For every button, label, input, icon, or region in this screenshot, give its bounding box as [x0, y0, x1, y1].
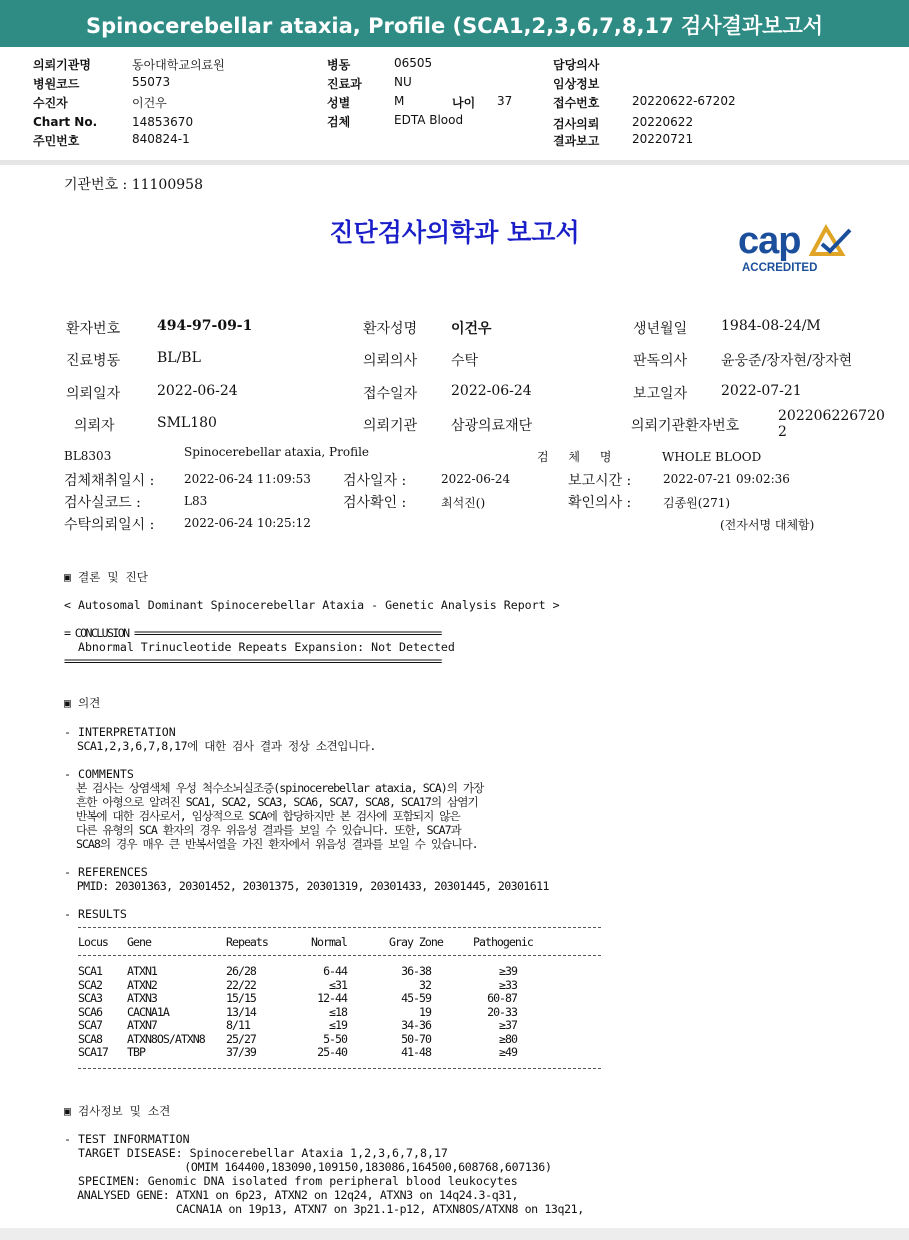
column-header: Pathogenic	[473, 935, 533, 949]
table-cell: 36-38	[401, 964, 431, 978]
comment-line: 반복에 대한 검사로서, 임상적으로 SCA에 합당하지만 본 검사에 포함되지 않은	[64, 809, 460, 823]
comment-line: 다른 유형의 SCA 환자의 경우 위음성 결과를 보일 수 있습니다. 또한, SCA7과	[64, 823, 461, 837]
info-line: ANALYSED GENE: ATXN1 on 6p23, ATXN2 on 12q24, ATXN3 on 14q24.3-q31,	[64, 1188, 519, 1202]
info-line: SPECIMEN: Genomic DNA isolated from peripheral blood leukocytes	[64, 1174, 518, 1188]
table-cell: SCA8	[78, 1031, 102, 1046]
table-rule	[78, 1068, 601, 1069]
table-cell: ≤19	[329, 1018, 347, 1032]
column-header: Locus	[78, 935, 108, 949]
section-title: ▣ 검사정보 및 소견	[64, 1104, 171, 1118]
table-cell: ATXN2	[127, 977, 157, 992]
table-cell: 20-33	[487, 1004, 517, 1019]
table-cell: SCA7	[78, 1018, 102, 1032]
info-line: CACNA1A on 19p13, ATXN7 on 3p21.1-p12, ATXN8OS/ATXN8 on 13q21,	[64, 1202, 584, 1216]
cap-logo-sub: ACCREDITED	[742, 262, 818, 274]
hdr-value: 20220622-67202	[632, 94, 736, 108]
hdr-value: 이건우	[132, 96, 167, 110]
info-line: (OMIM 164400,183090,109150,183086,164500,608768,607136)	[64, 1160, 552, 1174]
table-cell: ATXN3	[127, 991, 157, 1005]
field-value: 2022-06-24	[441, 472, 511, 486]
column-header: Gray Zone	[389, 935, 443, 949]
table-cell: 13/14	[226, 1004, 256, 1019]
field-value: 삼광의료재단	[451, 418, 533, 434]
org-number: 기관번호 : 11100958	[64, 177, 203, 193]
field-label: 의뢰의사	[363, 353, 418, 369]
field-label: 환자번호	[66, 321, 121, 337]
hdr-value: 37	[497, 94, 513, 108]
table-cell: 50-70	[401, 1031, 431, 1046]
table-cell: ≥33	[499, 977, 517, 992]
birth-date: 1984-08-24/M	[721, 318, 821, 334]
field-label: 환자성명	[363, 321, 418, 337]
column-header: Normal	[311, 935, 347, 949]
cap-emblem-icon	[808, 224, 852, 258]
info-line: - TEST INFORMATION	[64, 1132, 190, 1146]
title-banner	[0, 0, 909, 47]
hdr-value: 14853670	[132, 115, 194, 129]
section-title: ▣ 의견	[64, 696, 101, 710]
table-cell: SCA3	[78, 991, 102, 1005]
table-cell: TBP	[127, 1045, 145, 1059]
subheading: - REFERENCES	[64, 865, 148, 879]
page-bottom	[0, 1228, 909, 1240]
field-value: BL/BL	[157, 350, 201, 366]
hdr-label: 검체	[327, 115, 351, 129]
field-value: 2	[778, 424, 787, 440]
hdr-label: Chart No.	[33, 115, 98, 129]
table-cell: SCA2	[78, 977, 102, 992]
field-label: 판독의사	[633, 353, 688, 369]
header-info	[0, 52, 909, 152]
table-cell: 41-48	[401, 1045, 431, 1059]
field-label: 확인의사 :	[568, 495, 632, 511]
esign-note: (전자서명 대체함)	[720, 518, 815, 532]
table-cell: ATXN7	[127, 1018, 157, 1032]
field-label: 접수일자	[363, 386, 418, 402]
table-cell: 8/11	[226, 1018, 250, 1032]
hdr-value: EDTA Blood	[394, 113, 464, 127]
field-label: 생년월일	[633, 321, 688, 337]
table-cell: 25-40	[317, 1045, 347, 1059]
cap-logo	[736, 220, 856, 280]
hdr-value: 20220721	[632, 132, 694, 146]
table-cell: 19	[419, 1004, 431, 1019]
field-label: 의뢰일자	[66, 386, 121, 402]
field-value: 2022-06-24	[451, 383, 532, 399]
table-cell: ATXN8OS/ATXN8	[127, 1031, 205, 1046]
hdr-label: 담당의사	[553, 58, 600, 72]
hdr-label: 의뢰기관명	[33, 58, 91, 72]
info-line: TARGET DISEASE: Spinocerebellar Ataxia 1,2,3,6,7,8,17	[64, 1146, 448, 1160]
field-value: 2022-07-21	[721, 383, 802, 399]
section-title: ▣ 결론 및 진단	[64, 570, 148, 584]
patient-id: 494-97-09-1	[157, 318, 253, 334]
document-title: 진단검사의학과 보고서	[329, 218, 580, 247]
table-cell: 34-36	[401, 1018, 431, 1032]
field-label: 의뢰기관환자번호	[631, 418, 740, 434]
interpretation: SCA1,2,3,6,7,8,17에 대한 검사 결과 정상 소견입니다.	[64, 739, 376, 753]
references: PMID: 20301363, 20301452, 20301375, 20301319, 20301433, 20301445, 20301611	[64, 879, 549, 893]
hdr-label: 주민번호	[33, 134, 80, 148]
table-cell: ≤31	[329, 977, 347, 992]
separator: ======================================================================	[64, 654, 441, 668]
table-cell: 26/28	[226, 964, 256, 978]
table-cell: 12-44	[317, 991, 347, 1005]
conclusion-line: = CONCLUSION =========================================================	[64, 626, 441, 640]
table-cell: SCA17	[78, 1045, 108, 1059]
field-label: 검체채취일시 :	[64, 473, 155, 489]
column-header: Gene	[127, 935, 151, 949]
hdr-value: 20220622	[632, 115, 694, 129]
field-value: 윤웅준/장자현/장자현	[721, 353, 853, 369]
table-cell: ≥49	[499, 1045, 517, 1059]
subheading: - RESULTS	[64, 907, 127, 921]
specimen: WHOLE BLOOD	[662, 450, 762, 464]
table-cell: 45-59	[401, 991, 431, 1005]
hdr-value: 06505	[394, 56, 433, 70]
field-value: 최석진()	[441, 496, 486, 510]
field-value: 2022-06-24 10:25:12	[184, 516, 311, 530]
field-label: 의뢰기관	[363, 418, 418, 434]
table-cell: CACNA1A	[127, 1004, 169, 1019]
banner-title: Spinocerebellar ataxia, Profile (SCA1,2,3,6,7,8,17 검사결과보고서	[85, 14, 824, 38]
subheading: - INTERPRETATION	[64, 725, 176, 739]
table-cell: ≤18	[329, 1004, 347, 1019]
table-cell: ATXN1	[127, 964, 157, 978]
field-value: 김종원(271)	[663, 496, 731, 510]
patient-name: 이건우	[451, 321, 492, 337]
field-label: 검사확인 :	[343, 495, 407, 511]
test-name: Spinocerebellar ataxia, Profile	[184, 445, 370, 459]
table-rule	[78, 955, 601, 956]
field-value: L83	[184, 494, 208, 508]
field-value: 2022-07-21 09:02:36	[663, 472, 790, 486]
hdr-label: 접수번호	[553, 96, 600, 110]
field-label: 보고일자	[633, 386, 688, 402]
field-label: 의뢰자	[74, 418, 115, 434]
table-cell: 60-87	[487, 991, 517, 1005]
conclusion-text: Abnormal Trinucleotide Repeats Expansion: Not Detected	[64, 640, 455, 654]
field-label: 검사실코드 :	[64, 495, 141, 511]
table-rule	[78, 927, 601, 928]
field-value: 2022-06-24 11:09:53	[184, 472, 311, 486]
field-value: 2022-06-24	[157, 383, 238, 399]
table-cell: ≥37	[499, 1018, 517, 1032]
table-cell: 25/27	[226, 1031, 256, 1046]
hdr-value: 840824-1	[132, 132, 190, 146]
field-label: 진료병동	[66, 353, 121, 369]
field-value: 수탁	[451, 353, 479, 369]
hdr-value: 55073	[132, 75, 171, 89]
field-label: 수탁의뢰일시 :	[64, 517, 155, 533]
hdr-label: 검사의뢰	[553, 117, 600, 131]
comment-line: 본 검사는 상염색체 우성 척수소뇌실조증(spinocerebellar ataxia, SCA)의 가장	[64, 781, 484, 795]
hdr-value: NU	[394, 75, 412, 89]
table-cell: SCA1	[78, 964, 102, 978]
hdr-label: 병원코드	[33, 77, 80, 91]
field-label: 검 체 명	[537, 450, 620, 464]
table-cell: ≥80	[499, 1031, 517, 1046]
hdr-label: 성별	[327, 96, 351, 110]
table-cell: 32	[419, 977, 431, 992]
report-title: < Autosomal Dominant Spinocerebellar Ataxia - Genetic Analysis Report >	[64, 598, 560, 612]
table-cell: 6-44	[323, 964, 347, 978]
comment-line: SCA8의 경우 매우 큰 반복서열을 가진 환자에서 위음성 결과를 보일 수 있습니다.	[64, 837, 478, 851]
column-header: Repeats	[226, 935, 268, 949]
divider	[0, 160, 909, 165]
field-label: 검사일자 :	[343, 473, 407, 489]
hdr-label: 병동	[327, 58, 351, 72]
hdr-label: 수진자	[33, 96, 68, 110]
cap-logo-text: cap	[738, 220, 801, 262]
subheading: - COMMENTS	[64, 767, 134, 781]
hdr-value: M	[394, 94, 405, 108]
table-cell: 37/39	[226, 1045, 256, 1059]
hdr-label: 진료과	[327, 77, 362, 91]
table-cell: 15/15	[226, 991, 256, 1005]
field-value: SML180	[157, 415, 217, 431]
hdr-label: 임상정보	[553, 77, 600, 91]
table-cell: ≥39	[499, 964, 517, 978]
test-code: BL8303	[64, 449, 112, 463]
hdr-label: 결과보고	[553, 134, 600, 148]
comment-line: 흔한 아형으로 알려진 SCA1, SCA2, SCA3, SCA6, SCA7, SCA8, SCA17의 삼염기	[64, 795, 478, 809]
hdr-label: 나이	[452, 96, 476, 110]
field-label: 보고시간 :	[568, 473, 632, 489]
hdr-value: 동아대학교의료원	[132, 58, 225, 72]
table-cell: 5-50	[323, 1031, 347, 1046]
table-cell: 22/22	[226, 977, 256, 992]
table-cell: SCA6	[78, 1004, 102, 1019]
field-value: 202206226720	[778, 408, 885, 424]
